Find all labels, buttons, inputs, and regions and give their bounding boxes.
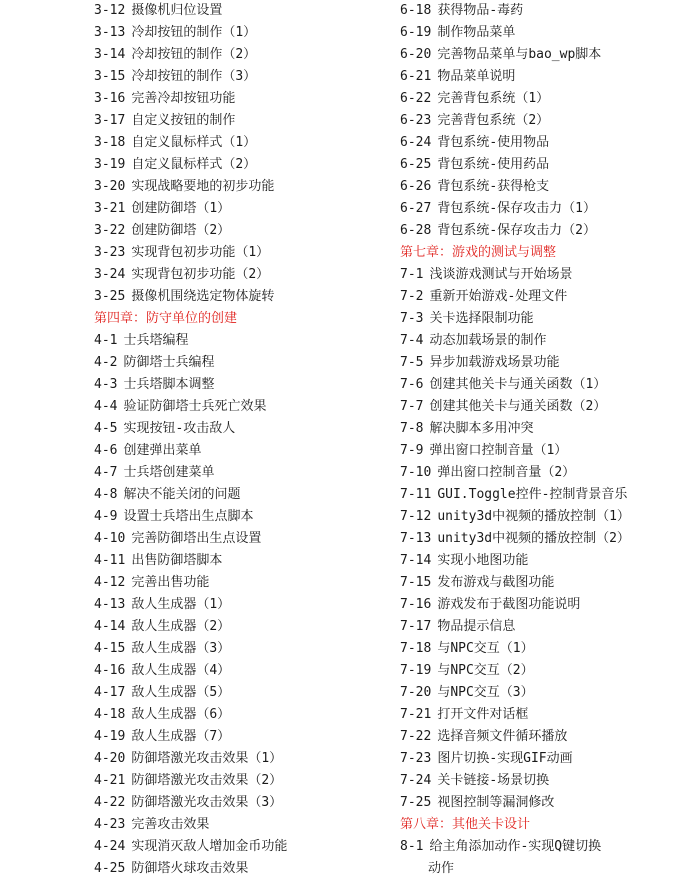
toc-entry xyxy=(94,528,394,550)
section-title: 自定义鼠标样式（1） xyxy=(131,135,257,150)
toc-entry xyxy=(94,198,394,220)
toc-entry xyxy=(400,616,700,638)
section-number: 7-9 xyxy=(400,443,424,458)
section-number: 7-10 xyxy=(400,465,432,480)
section-title: 重新开始游戏-处理文件 xyxy=(429,289,568,304)
section-number: 4-11 xyxy=(94,553,126,568)
section-title: 设置士兵塔出生点脚本 xyxy=(123,509,254,524)
toc-entry xyxy=(400,132,700,154)
section-number: 4-8 xyxy=(94,487,118,502)
section-number: 4-7 xyxy=(94,465,118,480)
toc-entry xyxy=(400,88,700,110)
section-number: 6-21 xyxy=(400,69,432,84)
toc-entry xyxy=(400,308,700,330)
toc-entry xyxy=(400,748,700,770)
toc-entry xyxy=(94,418,394,440)
toc-entry xyxy=(400,110,700,132)
section-number: 3-19 xyxy=(94,157,126,172)
section-number: 7-24 xyxy=(400,773,432,788)
toc-entry xyxy=(400,682,700,704)
toc-entry xyxy=(94,858,394,880)
toc-entry xyxy=(400,484,700,506)
chapter-heading: 第七章：游戏的测试与调整 xyxy=(400,245,557,260)
section-number: 4-5 xyxy=(94,421,118,436)
toc-entry xyxy=(400,66,700,88)
section-title: 异步加载游戏场景功能 xyxy=(429,355,560,370)
section-number: 3-15 xyxy=(94,69,126,84)
toc-entry xyxy=(400,154,700,176)
section-title: 实现战略要地的初步功能 xyxy=(131,179,275,194)
toc-entry xyxy=(400,462,700,484)
section-title: 创建防御塔（2） xyxy=(131,223,231,238)
toc-entry xyxy=(94,220,394,242)
section-number: 7-18 xyxy=(400,641,432,656)
toc-entry xyxy=(94,110,394,132)
toc-entry xyxy=(94,44,394,66)
section-number: 6-24 xyxy=(400,135,432,150)
toc-entry xyxy=(400,330,700,352)
section-title: 士兵塔编程 xyxy=(123,333,189,348)
toc-entry xyxy=(400,726,700,748)
section-number: 7-16 xyxy=(400,597,432,612)
toc-entry xyxy=(94,264,394,286)
section-number: 6-18 xyxy=(400,3,432,18)
toc-entry xyxy=(94,0,394,22)
section-title: 创建防御塔（1） xyxy=(131,201,231,216)
section-number: 3-13 xyxy=(94,25,126,40)
toc-entry xyxy=(400,418,700,440)
section-title: 完善冷却按钮功能 xyxy=(131,91,236,106)
section-title: 与NPC交互（3） xyxy=(437,685,534,700)
section-number: 4-13 xyxy=(94,597,126,612)
section-number: 4-21 xyxy=(94,773,126,788)
section-title: 敌人生成器（6） xyxy=(131,707,231,722)
section-title: 防御塔士兵编程 xyxy=(123,355,215,370)
toc-entry xyxy=(400,374,700,396)
section-title: 弹出窗口控制音量（1） xyxy=(429,443,568,458)
section-number: 3-24 xyxy=(94,267,126,282)
toc-entry xyxy=(400,638,700,660)
section-number: 3-25 xyxy=(94,289,126,304)
toc-entry xyxy=(94,440,394,462)
toc-entry xyxy=(94,154,394,176)
toc-entry xyxy=(400,572,700,594)
section-number: 7-20 xyxy=(400,685,432,700)
section-title: 实现背包初步功能（1） xyxy=(131,245,270,260)
section-number: 6-27 xyxy=(400,201,432,216)
toc-entry xyxy=(94,176,394,198)
section-title: 物品提示信息 xyxy=(437,619,516,634)
section-number: 7-4 xyxy=(400,333,424,348)
toc-entry xyxy=(94,286,394,308)
section-number: 4-10 xyxy=(94,531,126,546)
section-title: 打开文件对话框 xyxy=(437,707,529,722)
section-title: GUI.Toggle控件-控制背景音乐 xyxy=(437,487,628,502)
section-title: 冷却按钮的制作（3） xyxy=(131,69,257,84)
section-title: 物品菜单说明 xyxy=(437,69,516,84)
section-number: 4-23 xyxy=(94,817,126,832)
section-title: 背包系统-保存攻击力（2） xyxy=(437,223,596,238)
toc-right-column xyxy=(400,0,700,880)
toc-entry xyxy=(94,462,394,484)
section-title: 与NPC交互（1） xyxy=(437,641,534,656)
chapter-heading: 第八章：其他关卡设计 xyxy=(400,817,531,832)
section-number: 4-20 xyxy=(94,751,126,766)
section-title: 防御塔激光攻击效果（1） xyxy=(131,751,283,766)
section-title: 出售防御塔脚本 xyxy=(131,553,223,568)
toc-entry xyxy=(94,770,394,792)
section-number: 7-17 xyxy=(400,619,432,634)
toc-entry xyxy=(400,506,700,528)
section-number: 4-16 xyxy=(94,663,126,678)
section-title: 防御塔激光攻击效果（2） xyxy=(131,773,283,788)
section-title: 获得物品-毒药 xyxy=(437,3,524,18)
toc-left-column xyxy=(94,0,394,880)
toc-entry xyxy=(94,352,394,374)
section-title: 发布游戏与截图功能 xyxy=(437,575,555,590)
section-title: 完善出售功能 xyxy=(131,575,210,590)
section-number: 6-19 xyxy=(400,25,432,40)
section-number: 4-24 xyxy=(94,839,126,854)
section-number: 6-23 xyxy=(400,113,432,128)
section-number: 7-23 xyxy=(400,751,432,766)
section-title: 弹出窗口控制音量（2） xyxy=(437,465,576,480)
section-title: 浅谈游戏测试与开始场景 xyxy=(429,267,573,282)
section-title: 图片切换-实现GIF动画 xyxy=(437,751,573,766)
section-title: 摄像机围绕选定物体旋转 xyxy=(131,289,275,304)
section-number: 7-8 xyxy=(400,421,424,436)
section-number: 4-12 xyxy=(94,575,126,590)
toc-entry xyxy=(400,220,700,242)
section-number: 4-22 xyxy=(94,795,126,810)
section-number: 7-6 xyxy=(400,377,424,392)
toc-entry xyxy=(400,528,700,550)
section-number: 4-14 xyxy=(94,619,126,634)
section-number: 3-22 xyxy=(94,223,126,238)
section-title: 背包系统-使用物品 xyxy=(437,135,550,150)
toc-entry xyxy=(400,198,700,220)
toc-entry xyxy=(94,242,394,264)
section-number: 4-2 xyxy=(94,355,118,370)
section-title: 敌人生成器（1） xyxy=(131,597,231,612)
section-title: 与NPC交互（2） xyxy=(437,663,534,678)
section-title: 自定义按钮的制作 xyxy=(131,113,236,128)
section-title: 防御塔激光攻击效果（3） xyxy=(131,795,283,810)
chapter-heading: 第四章：防守单位的创建 xyxy=(94,311,238,326)
section-title: 士兵塔创建菜单 xyxy=(123,465,215,480)
section-number: 7-15 xyxy=(400,575,432,590)
section-number: 6-20 xyxy=(400,47,432,62)
section-number: 7-2 xyxy=(400,289,424,304)
section-title: 士兵塔脚本调整 xyxy=(123,377,215,392)
section-title: 选择音频文件循环播放 xyxy=(437,729,568,744)
section-title: 实现背包初步功能（2） xyxy=(131,267,270,282)
toc-entry xyxy=(94,616,394,638)
toc-entry xyxy=(400,44,700,66)
section-number: 4-9 xyxy=(94,509,118,524)
section-number: 3-12 xyxy=(94,3,126,18)
section-number: 4-17 xyxy=(94,685,126,700)
section-number: 7-11 xyxy=(400,487,432,502)
section-number: 3-23 xyxy=(94,245,126,260)
section-number: 7-25 xyxy=(400,795,432,810)
section-title: 验证防御塔士兵死亡效果 xyxy=(123,399,267,414)
section-number: 7-12 xyxy=(400,509,432,524)
toc-entry xyxy=(94,572,394,594)
toc-entry xyxy=(94,88,394,110)
section-title: 创建其他关卡与通关函数（1） xyxy=(429,377,607,392)
toc-entry xyxy=(400,396,700,418)
toc-entry xyxy=(400,836,700,880)
section-number: 3-17 xyxy=(94,113,126,128)
toc-entry xyxy=(400,22,700,44)
section-title: 敌人生成器（3） xyxy=(131,641,231,656)
section-number: 3-20 xyxy=(94,179,126,194)
toc-entry xyxy=(94,660,394,682)
section-number: 7-21 xyxy=(400,707,432,722)
toc-entry xyxy=(94,792,394,814)
toc-entry xyxy=(94,66,394,88)
section-number: 4-15 xyxy=(94,641,126,656)
section-number: 7-5 xyxy=(400,355,424,370)
section-title: 敌人生成器（7） xyxy=(131,729,231,744)
section-number: 4-4 xyxy=(94,399,118,414)
section-title: 视图控制等漏洞修改 xyxy=(437,795,555,810)
toc-entry xyxy=(400,176,700,198)
section-number: 6-25 xyxy=(400,157,432,172)
toc-entry xyxy=(400,704,700,726)
section-number: 4-25 xyxy=(94,861,126,876)
toc-entry xyxy=(94,836,394,858)
section-title-continued: 动作 xyxy=(428,861,455,876)
toc-entry xyxy=(94,550,394,572)
section-title: 动态加载场景的制作 xyxy=(429,333,547,348)
section-title: 完善背包系统（2） xyxy=(437,113,550,128)
toc-entry xyxy=(94,638,394,660)
toc-entry xyxy=(400,792,700,814)
section-number: 4-18 xyxy=(94,707,126,722)
toc-entry xyxy=(94,814,394,836)
section-title: 完善物品菜单与bao_wp脚本 xyxy=(437,47,602,62)
toc-entry xyxy=(400,594,700,616)
toc-entry xyxy=(94,682,394,704)
section-number: 4-1 xyxy=(94,333,118,348)
section-number: 7-19 xyxy=(400,663,432,678)
section-title: 冷却按钮的制作（2） xyxy=(131,47,257,62)
section-title: 敌人生成器（4） xyxy=(131,663,231,678)
section-title: 制作物品菜单 xyxy=(437,25,516,40)
toc-entry xyxy=(94,506,394,528)
section-number: 4-6 xyxy=(94,443,118,458)
section-number: 3-14 xyxy=(94,47,126,62)
section-number: 7-3 xyxy=(400,311,424,326)
section-title: 背包系统-使用药品 xyxy=(437,157,550,172)
section-number: 4-19 xyxy=(94,729,126,744)
section-title: unity3d中视频的播放控制（1） xyxy=(437,509,630,524)
section-number: 6-28 xyxy=(400,223,432,238)
toc-entry xyxy=(94,726,394,748)
section-title: 关卡选择限制功能 xyxy=(429,311,534,326)
section-title: 实现消灭敌人增加金币功能 xyxy=(131,839,288,854)
toc-entry xyxy=(94,22,394,44)
section-number: 3-18 xyxy=(94,135,126,150)
section-title: 游戏发布于截图功能说明 xyxy=(437,597,581,612)
section-title: 摄像机归位设置 xyxy=(131,3,223,18)
section-number: 8-1 xyxy=(400,839,424,854)
toc-entry xyxy=(94,484,394,506)
toc-entry xyxy=(94,330,394,352)
section-title: 背包系统-保存攻击力（1） xyxy=(437,201,596,216)
section-title: 给主角添加动作-实现Q键切换 xyxy=(429,839,602,854)
section-title: 解决不能关闭的问题 xyxy=(123,487,241,502)
toc-entry xyxy=(94,132,394,154)
section-title: 创建其他关卡与通关函数（2） xyxy=(429,399,607,414)
toc-entry xyxy=(94,374,394,396)
toc-entry xyxy=(400,440,700,462)
section-title: 实现小地图功能 xyxy=(437,553,529,568)
section-number: 7-13 xyxy=(400,531,432,546)
section-title: 敌人生成器（2） xyxy=(131,619,231,634)
section-title: 关卡链接-场景切换 xyxy=(437,773,550,788)
toc-entry xyxy=(400,286,700,308)
section-title: 防御塔火球攻击效果 xyxy=(131,861,249,876)
section-title: 背包系统-获得枪支 xyxy=(437,179,550,194)
toc-entry xyxy=(400,264,700,286)
section-number: 6-26 xyxy=(400,179,432,194)
section-title: 自定义鼠标样式（2） xyxy=(131,157,257,172)
section-number: 7-14 xyxy=(400,553,432,568)
toc-entry xyxy=(400,660,700,682)
section-number: 7-1 xyxy=(400,267,424,282)
section-number: 6-22 xyxy=(400,91,432,106)
toc-entry xyxy=(400,550,700,572)
section-number: 3-21 xyxy=(94,201,126,216)
section-title: 敌人生成器（5） xyxy=(131,685,231,700)
section-title: 创建弹出菜单 xyxy=(123,443,202,458)
section-title: 完善防御塔出生点设置 xyxy=(131,531,262,546)
section-title: 完善背包系统（1） xyxy=(437,91,550,106)
toc-entry xyxy=(94,704,394,726)
section-number: 7-22 xyxy=(400,729,432,744)
toc-entry xyxy=(94,594,394,616)
toc-entry xyxy=(400,352,700,374)
section-number: 3-16 xyxy=(94,91,126,106)
section-title: unity3d中视频的播放控制（2） xyxy=(437,531,630,546)
section-title: 解决脚本多用冲突 xyxy=(429,421,534,436)
section-title: 冷却按钮的制作（1） xyxy=(131,25,257,40)
section-number: 4-3 xyxy=(94,377,118,392)
toc-entry xyxy=(94,748,394,770)
toc-entry xyxy=(400,770,700,792)
section-title: 实现按钮-攻击敌人 xyxy=(123,421,236,436)
section-title: 完善攻击效果 xyxy=(131,817,210,832)
toc-entry xyxy=(94,396,394,418)
toc-entry xyxy=(400,0,700,22)
section-number: 7-7 xyxy=(400,399,424,414)
